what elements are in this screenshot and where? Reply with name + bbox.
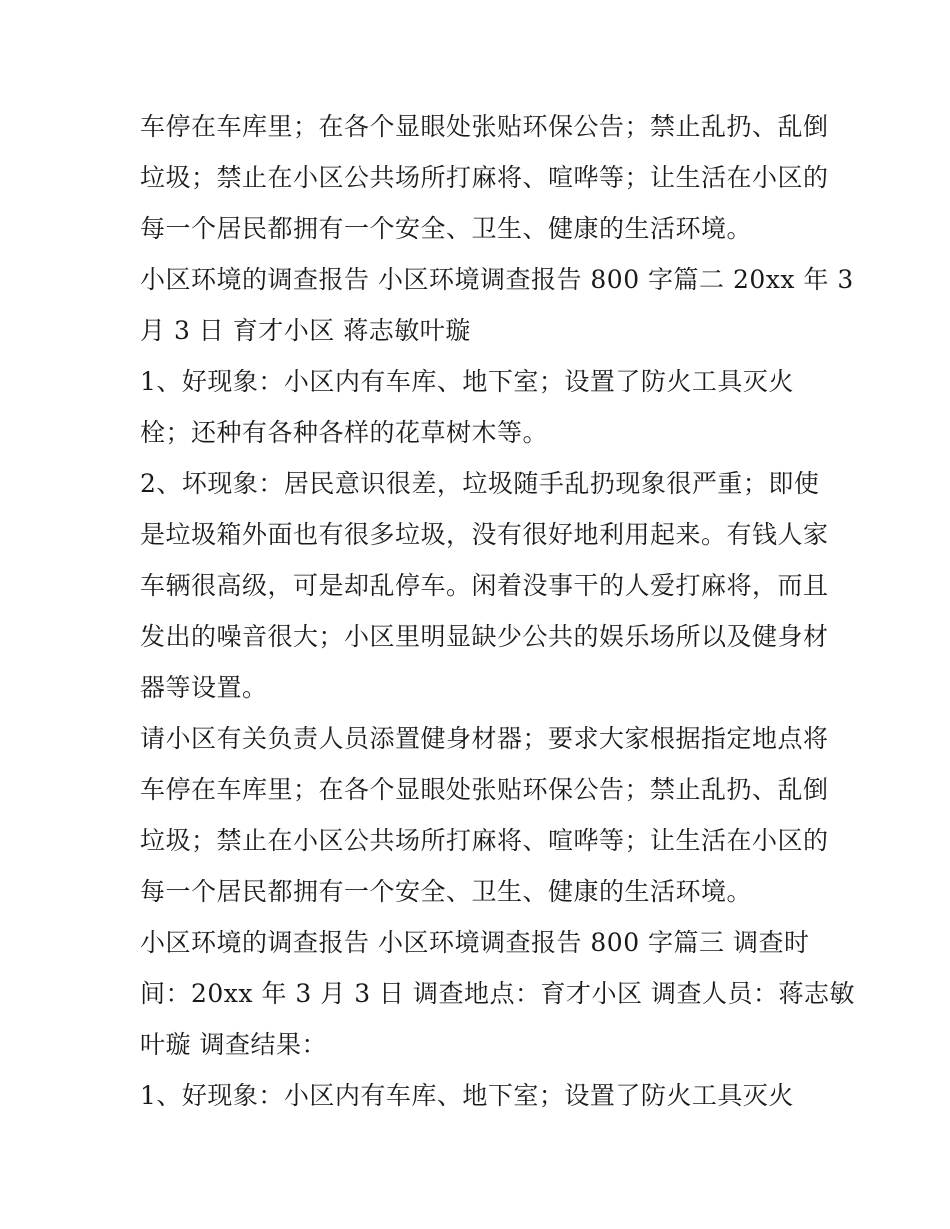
text-line-17: 小区环境的调查报告 小区环境调查报告 800 字篇三 调查时 (140, 928, 810, 957)
text-line-19: 叶璇 调查结果： (140, 1030, 327, 1059)
text-line-20: 1、好现象：小区内有车库、地下室；设置了防火工具灭火 (140, 1081, 794, 1110)
text-line-4: 小区环境的调查报告 小区环境调查报告 800 字篇二 20xx 年 3 (140, 265, 854, 294)
text-line-6: 1、好现象：小区内有车库、地下室；设置了防火工具灭火 (140, 367, 794, 396)
text-line-9: 是垃圾箱外面也有很多垃圾，没有很好地利用起来。有钱人家 (140, 520, 829, 549)
text-line-1: 车停在车库里；在各个显眼处张贴环保公告；禁止乱扔、乱倒 (140, 112, 829, 141)
text-line-10: 车辆很高级，可是却乱停车。闲着没事干的人爱打麻将，而且 (140, 571, 829, 600)
document-body (140, 101, 855, 1121)
text-line-12: 器等设置。 (140, 673, 268, 702)
text-line-15: 垃圾；禁止在小区公共场所打麻将、喧哗等；让生活在小区的 (140, 826, 829, 855)
text-line-13: 请小区有关负责人员添置健身材器；要求大家根据指定地点将 (140, 724, 829, 753)
text-line-7: 栓；还种有各种各样的花草树木等。 (140, 418, 549, 447)
text-line-2: 垃圾；禁止在小区公共场所打麻将、喧哗等；让生活在小区的 (140, 163, 829, 192)
text-line-11: 发出的噪音很大；小区里明显缺少公共的娱乐场所以及健身材 (140, 622, 829, 651)
text-line-3: 每一个居民都拥有一个安全、卫生、健康的生活环境。 (140, 214, 753, 243)
text-line-5: 月 3 日 育才小区 蒋志敏叶璇 (140, 316, 471, 345)
text-line-14: 车停在车库里；在各个显眼处张贴环保公告；禁止乱扔、乱倒 (140, 775, 829, 804)
text-line-18: 间：20xx 年 3 月 3 日 调查地点：育才小区 调查人员：蒋志敏 (140, 979, 855, 1008)
text-line-8: 2、坏现象：居民意识很差，垃圾随手乱扔现象很严重；即使 (140, 469, 820, 498)
text-line-16: 每一个居民都拥有一个安全、卫生、健康的生活环境。 (140, 877, 753, 906)
